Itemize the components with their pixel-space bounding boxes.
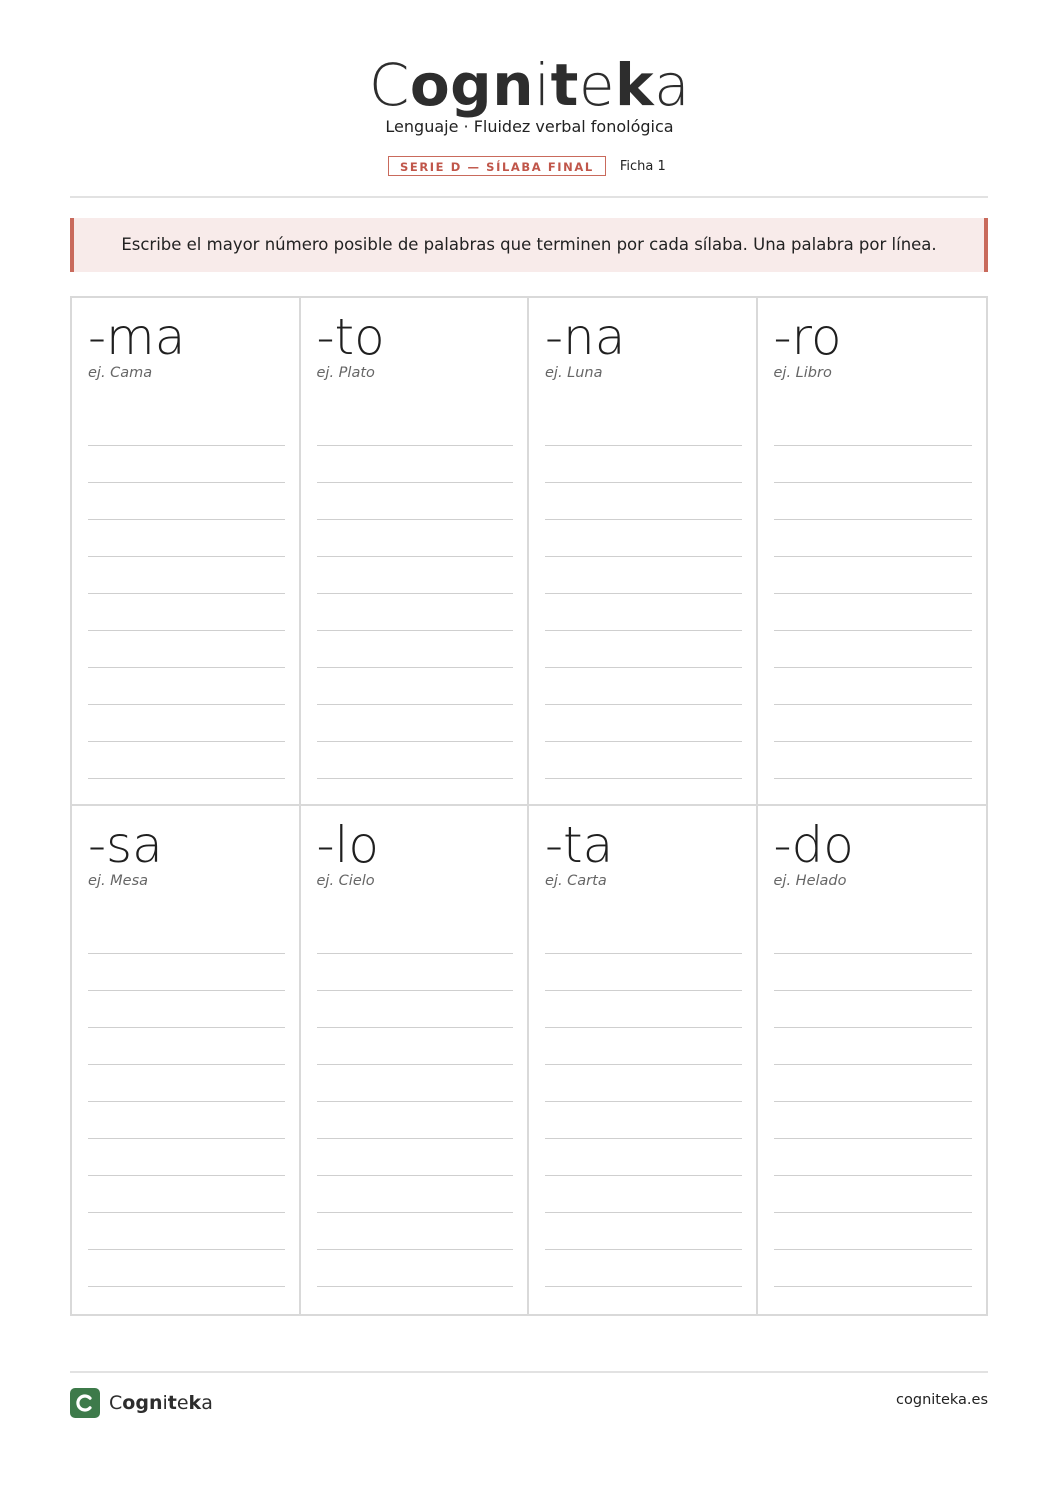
answer-line[interactable] bbox=[774, 1177, 973, 1213]
syllable-heading: -do bbox=[773, 816, 854, 874]
answer-line[interactable] bbox=[774, 955, 973, 991]
answer-line[interactable] bbox=[88, 410, 285, 446]
syllable-cell bbox=[758, 806, 987, 1314]
answer-line[interactable] bbox=[545, 632, 742, 668]
answer-line[interactable] bbox=[317, 1214, 514, 1250]
answer-line[interactable] bbox=[88, 1103, 285, 1139]
answer-line[interactable] bbox=[545, 918, 742, 954]
answer-line[interactable] bbox=[317, 1251, 514, 1287]
syllable-example: ej. Helado bbox=[773, 873, 847, 889]
worksheet-meta bbox=[388, 154, 666, 178]
answer-line[interactable] bbox=[774, 521, 973, 557]
brand-part: t bbox=[167, 1392, 177, 1414]
answer-line[interactable] bbox=[88, 521, 285, 557]
answer-line[interactable] bbox=[774, 669, 973, 705]
answer-line[interactable] bbox=[88, 447, 285, 483]
answer-line[interactable] bbox=[545, 1103, 742, 1139]
answer-line[interactable] bbox=[774, 632, 973, 668]
answer-line[interactable] bbox=[545, 1066, 742, 1102]
brand-part: k bbox=[188, 1392, 202, 1414]
answer-line[interactable] bbox=[317, 669, 514, 705]
syllable-heading: -lo bbox=[316, 816, 380, 874]
answer-line[interactable] bbox=[317, 447, 514, 483]
answer-line[interactable] bbox=[545, 955, 742, 991]
answer-line[interactable] bbox=[317, 1066, 514, 1102]
answer-line[interactable] bbox=[88, 1177, 285, 1213]
logo-part: C bbox=[368, 51, 410, 119]
answer-line[interactable] bbox=[545, 743, 742, 779]
answer-line[interactable] bbox=[774, 1251, 973, 1287]
answer-line[interactable] bbox=[317, 706, 514, 742]
syllable-example: ej. Plato bbox=[316, 365, 375, 381]
answer-line[interactable] bbox=[774, 1103, 973, 1139]
answer-line[interactable] bbox=[545, 669, 742, 705]
answer-line[interactable] bbox=[774, 743, 973, 779]
syllable-example: ej. Cielo bbox=[316, 873, 375, 889]
syllable-example: ej. Carta bbox=[545, 873, 607, 889]
answer-line[interactable] bbox=[317, 1177, 514, 1213]
syllable-heading: -na bbox=[545, 308, 626, 366]
answer-line[interactable] bbox=[774, 918, 973, 954]
syllable-heading: -ta bbox=[545, 816, 614, 874]
answer-line[interactable] bbox=[88, 1251, 285, 1287]
answer-line[interactable] bbox=[317, 521, 514, 557]
series-badge: SERIE D — SÍLABA FINAL bbox=[388, 156, 606, 176]
logo-part: i bbox=[534, 51, 551, 119]
syllable-cell bbox=[72, 806, 301, 1314]
sheet-number: Ficha 1 bbox=[619, 158, 666, 174]
answer-line[interactable] bbox=[774, 410, 973, 446]
answer-line[interactable] bbox=[317, 955, 514, 991]
answer-line[interactable] bbox=[774, 1214, 973, 1250]
answer-lines bbox=[774, 918, 973, 1287]
answer-line[interactable] bbox=[317, 410, 514, 446]
answer-line[interactable] bbox=[545, 1251, 742, 1287]
answer-line[interactable] bbox=[774, 706, 973, 742]
answer-line[interactable] bbox=[545, 595, 742, 631]
logo-part: og bbox=[409, 51, 493, 119]
syllable-cell bbox=[72, 298, 301, 806]
answer-line[interactable] bbox=[88, 632, 285, 668]
syllable-cell bbox=[301, 298, 530, 806]
logo-part: n bbox=[492, 51, 534, 119]
brand-part: og bbox=[122, 1392, 149, 1414]
answer-line[interactable] bbox=[545, 1177, 742, 1213]
footer-url: cogniteka.es bbox=[896, 1392, 988, 1408]
answer-line[interactable] bbox=[774, 992, 973, 1028]
answer-line[interactable] bbox=[545, 410, 742, 446]
answer-line[interactable] bbox=[317, 743, 514, 779]
answer-line[interactable] bbox=[545, 1029, 742, 1065]
answer-line[interactable] bbox=[774, 447, 973, 483]
syllable-example: ej. Luna bbox=[545, 365, 603, 381]
logo-part: a bbox=[654, 51, 691, 119]
footer-brand-name bbox=[109, 1392, 213, 1414]
instruction-banner: Escribe el mayor número posible de palabras que terminen por cada sílaba. Una palabra por línea. bbox=[70, 218, 988, 272]
brand-part: n bbox=[148, 1392, 163, 1414]
brand-part: i bbox=[162, 1392, 168, 1414]
syllable-cell bbox=[529, 298, 758, 806]
logo-part: k bbox=[615, 51, 655, 119]
syllable-heading: -to bbox=[316, 308, 385, 366]
answer-line[interactable] bbox=[545, 706, 742, 742]
answer-line[interactable] bbox=[88, 1214, 285, 1250]
brand-part: C bbox=[109, 1392, 123, 1414]
answer-line[interactable] bbox=[88, 1029, 285, 1065]
brand-part: a bbox=[201, 1392, 213, 1414]
answer-line[interactable] bbox=[545, 447, 742, 483]
answer-line[interactable] bbox=[317, 1103, 514, 1139]
answer-line[interactable] bbox=[88, 669, 285, 705]
answer-line[interactable] bbox=[88, 706, 285, 742]
answer-line[interactable] bbox=[317, 632, 514, 668]
syllable-cell bbox=[301, 806, 530, 1314]
syllable-example: ej. Cama bbox=[88, 365, 153, 381]
answer-line[interactable] bbox=[774, 484, 973, 520]
brand-part: e bbox=[176, 1392, 189, 1414]
answer-lines bbox=[774, 410, 973, 779]
answer-line[interactable] bbox=[88, 595, 285, 631]
answer-line[interactable] bbox=[774, 1140, 973, 1176]
answer-line[interactable] bbox=[88, 484, 285, 520]
answer-line[interactable] bbox=[88, 1066, 285, 1102]
answer-line[interactable] bbox=[317, 558, 514, 594]
answer-line[interactable] bbox=[88, 558, 285, 594]
answer-line[interactable] bbox=[774, 1066, 973, 1102]
answer-line[interactable] bbox=[88, 743, 285, 779]
footer-brand bbox=[70, 1388, 213, 1418]
answer-line[interactable] bbox=[545, 992, 742, 1028]
answer-line[interactable] bbox=[317, 992, 514, 1028]
answer-line[interactable] bbox=[317, 595, 514, 631]
header-divider bbox=[70, 196, 988, 198]
syllable-example: ej. Libro bbox=[773, 365, 832, 381]
syllable-cell bbox=[529, 806, 758, 1314]
answer-line[interactable] bbox=[545, 558, 742, 594]
answer-line[interactable] bbox=[317, 484, 514, 520]
syllable-grid bbox=[70, 296, 988, 1316]
syllable-heading: -ma bbox=[88, 308, 186, 366]
answer-line[interactable] bbox=[545, 484, 742, 520]
syllable-example: ej. Mesa bbox=[88, 873, 149, 889]
answer-line[interactable] bbox=[317, 1029, 514, 1065]
answer-lines bbox=[317, 410, 514, 779]
cogniteka-logo-icon bbox=[70, 1388, 100, 1418]
syllable-heading: -ro bbox=[773, 308, 842, 366]
answer-line[interactable] bbox=[545, 521, 742, 557]
page-subtitle: Lenguaje · Fluidez verbal fonológica bbox=[385, 117, 674, 136]
logo-wordmark bbox=[0, 52, 1059, 118]
answer-line[interactable] bbox=[774, 595, 973, 631]
answer-line[interactable] bbox=[774, 558, 973, 594]
answer-line[interactable] bbox=[88, 992, 285, 1028]
footer-divider bbox=[70, 1371, 988, 1373]
answer-line[interactable] bbox=[545, 1214, 742, 1250]
answer-line[interactable] bbox=[774, 1029, 973, 1065]
answer-lines bbox=[545, 918, 742, 1287]
logo-part: e bbox=[578, 51, 616, 119]
syllable-heading: -sa bbox=[88, 816, 163, 874]
answer-line[interactable] bbox=[88, 918, 285, 954]
answer-line[interactable] bbox=[88, 1140, 285, 1176]
answer-line[interactable] bbox=[317, 918, 514, 954]
answer-line[interactable] bbox=[88, 955, 285, 991]
answer-lines bbox=[88, 410, 285, 779]
answer-lines bbox=[545, 410, 742, 779]
answer-line[interactable] bbox=[317, 1140, 514, 1176]
answer-line[interactable] bbox=[545, 1140, 742, 1176]
answer-lines bbox=[88, 918, 285, 1287]
answer-lines bbox=[317, 918, 514, 1287]
syllable-cell bbox=[758, 298, 987, 806]
logo-part: t bbox=[550, 51, 579, 119]
